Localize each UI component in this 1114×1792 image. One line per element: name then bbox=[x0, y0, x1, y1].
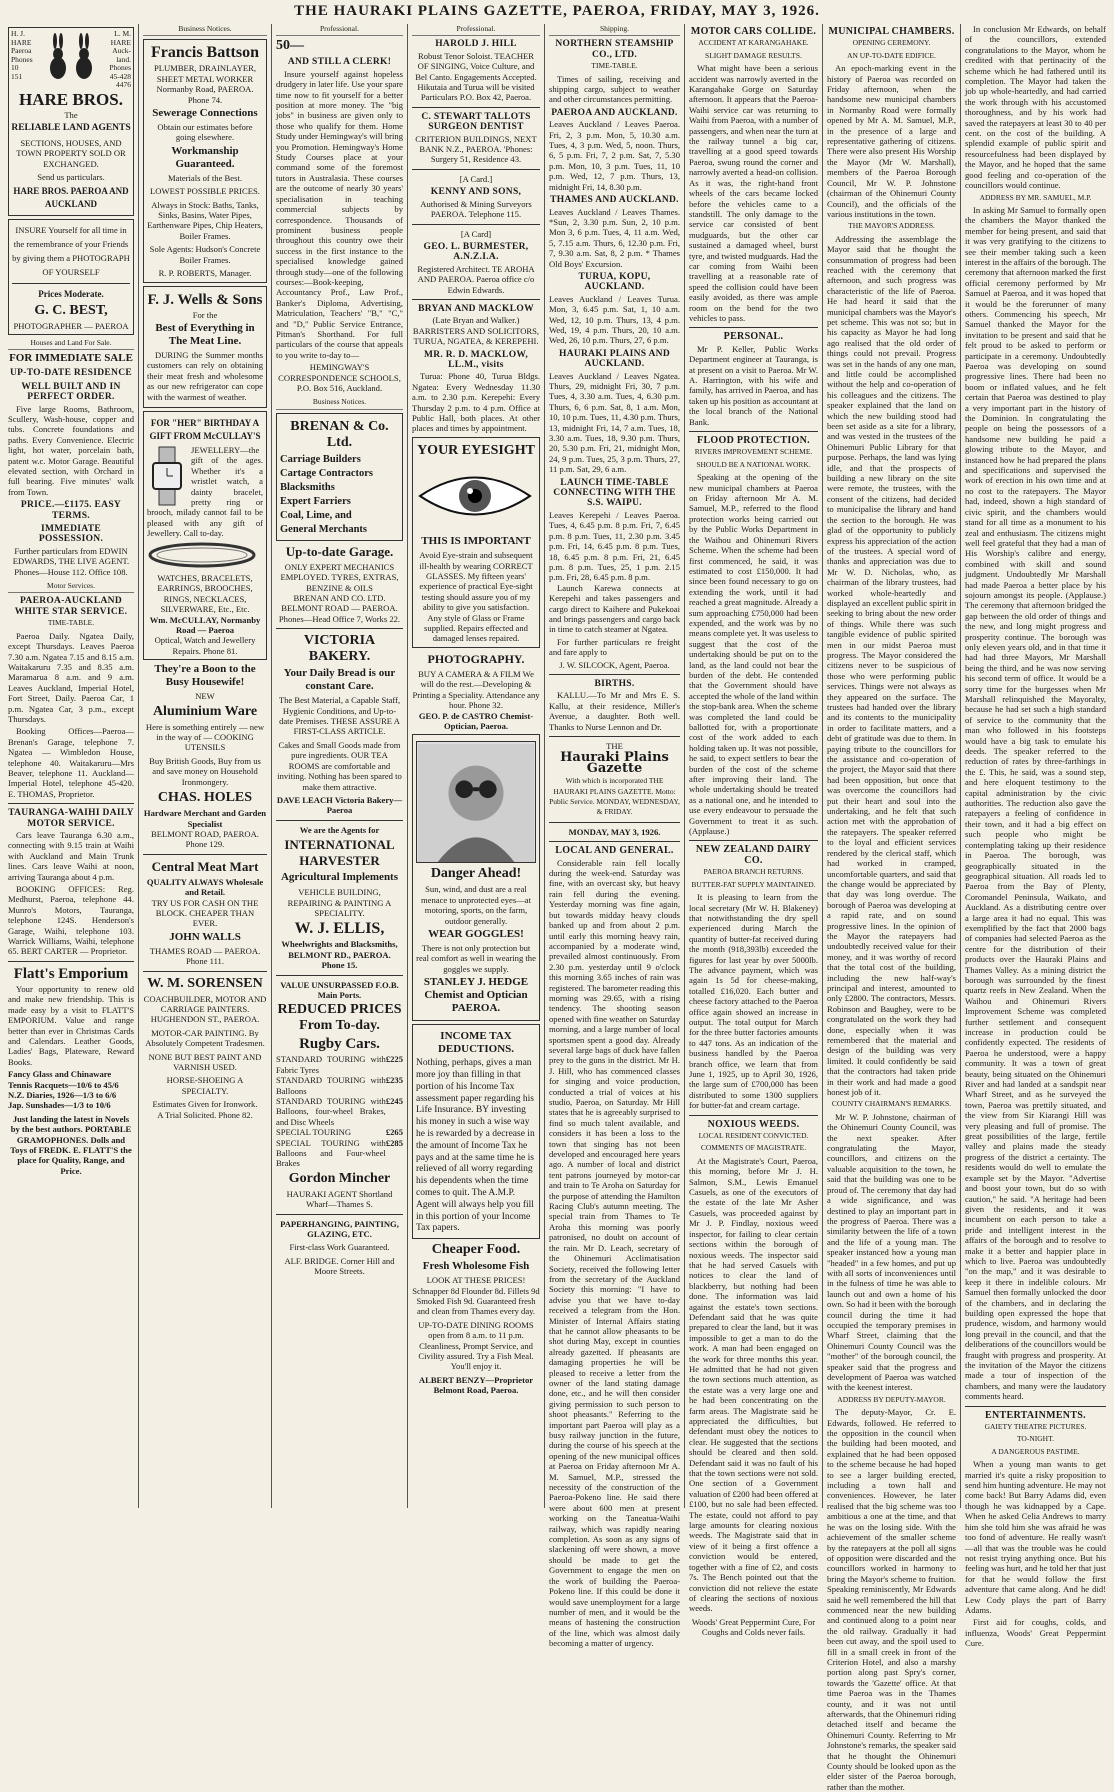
lowest: LOWEST POSSIBLE PRICES. bbox=[150, 186, 260, 197]
best-photographer-ad bbox=[8, 219, 134, 335]
silcock: J. W. SILCOCK, Agent, Paeroa. bbox=[559, 659, 670, 670]
turua: TURUA, KOPU, AUCKLAND. bbox=[578, 271, 651, 293]
hare-left bbox=[11, 30, 33, 90]
the: THE bbox=[606, 741, 623, 751]
wristwatch-icon bbox=[147, 447, 187, 505]
divider bbox=[8, 803, 134, 804]
clerk-text: Insure yourself against hopeless drudgery in later life. Use your spare time now to fit yourself for a better position at more money. The "big jobs" in business are given only to those who qualify for them. Home Study under Hemingway's will bring you Promotion. Hemingway's Home Study Courses place at your command some of the foremost tutors in Australasia. These courses are the outcome of nearly 30 years' specialisation in teaching commercial subjects by correspondence. Thousands of prominent business people throughout this country owe their success in the first instance to the specialised knowledge gained through study—one of the following courses:—Book-keeping, Accountancy Prof., Law Prof., Banker's Diploma, Advertising, Matriculation, Teachers' "B," "C," and "D," Public Service Entrance, Pitman's Shorthand. For full particulars of the course that appeals to you write to-day to— bbox=[276, 68, 403, 360]
edwards-text: In conclusion Mr Edwards, on behalf of the councillors, extended congratulations to the Mayor, whom he credited with that pertinacity of the scheme which he had fathered until its completion. The Mayor had taken the job up whole-heartedly, and had carried the work through with his accustomed thoroughness, and by his work had saved the ratepayers at least 30 to 40 per cent. on the cost of the building. A splendid example of public spirit and resourcefulness had been displayed by the Mayor, and he hoped that the same good feeling and co-operation of the councillors would continue. bbox=[965, 24, 1106, 191]
rugby-row bbox=[276, 1127, 403, 1137]
divider bbox=[8, 961, 134, 962]
hemingway: HEMINGWAY'S CORRESPONDENCE SCHOOLS, P.O. Box 516, Auckland. bbox=[278, 362, 401, 393]
rugby-price: £285 bbox=[385, 1137, 403, 1148]
brenan-services bbox=[280, 453, 399, 537]
collide-head: MOTOR CARS COLLIDE. bbox=[690, 26, 817, 37]
column-8 bbox=[961, 24, 1110, 1649]
hill-name: HAROLD J. HILL bbox=[435, 39, 517, 50]
first-aid: First aid for coughs, colds, and influenza, Woods' Great Peppermint Cure. bbox=[965, 1617, 1106, 1649]
further: For further particulars re freight and fare apply to bbox=[549, 636, 680, 658]
holes-sub: Hardware Merchant and Garden Specialist bbox=[143, 808, 267, 829]
battson-name: Francis Battson bbox=[151, 44, 259, 62]
woods: Woods' Great Peppermint Cure, For Coughs and Colds never fails. bbox=[691, 1616, 816, 1638]
best-name: G. C. BEST, bbox=[34, 302, 108, 318]
flatts-line: Jap. Sunshades—1/3 to 10/6 bbox=[8, 1100, 111, 1111]
white-star-text: Paeroa Daily. Ngatea Daily, except Thursdays. Leaves Paeroa 7.30 a.m. Ngatea 7.15 and 8.15 a.m. Waitakaruru 7.35 and 8.35 a.m. Maramarua 8 a.m. and 9 a.m. Leaves Auckland, Imperial Hotel, Fort Street, Daily. Paeroa Car, 1 p.m. Ngatea Car, 3 p.m., except Thursdays. bbox=[8, 630, 134, 724]
macklow-text: Turua: Phone 40, Turua Bldgs. Ngatea: Every Wednesday 11.30 a.m. to 2.30 p.m. Kerepehi: Every Thursday 2 p.m. to 4 p.m. Office at Public Hall, both places. At other places and times by appointment. bbox=[412, 371, 540, 434]
hare-send: Send us particulars. bbox=[37, 172, 105, 183]
possession: IMMEDIATE POSSESSION. bbox=[38, 524, 104, 545]
bakery: VICTORIA BAKERY. bbox=[303, 633, 376, 665]
hare-agents: RELIABLE LAND AGENTS bbox=[11, 122, 131, 133]
launch-text: Leaves Kerepehi / Leaves Paeroa. Tues, 4, 6.45 p.m. 8 p.m. Fri, 7, 6.45 p.m. 8 p.m. Tues, 11, 2.30 p.m. 3.45 p.m. Fri, 14, 6.45 p.m. 8 p.m. Tues, 18, 6.45 p.m. 8 p.m. Fri, 21, 6.45 p.m. 8 p.m. Tues, 25, 1 p.m. 2.15 p.m. Fri, 28, 6.45 p.m. 8 p.m. bbox=[549, 509, 680, 583]
divider bbox=[689, 840, 818, 841]
hare-right bbox=[109, 30, 131, 90]
divider bbox=[143, 854, 267, 855]
national: SHOULD BE A NATIONAL WORK. bbox=[696, 459, 811, 469]
dining: UP-TO-DATE DINING ROOMS open from 8 a.m. to 11 p.m. Cleanliness, Prompt Service, and Civility assured. Try a Fish Meal. You'll enjoy it. bbox=[418, 1319, 534, 1372]
column-7 bbox=[823, 24, 961, 1792]
hare-brand: HARE BROS. bbox=[19, 89, 123, 109]
fish: Fresh Wholesome Fish bbox=[422, 1260, 530, 1273]
residence-head: UP-TO-DATE RESIDENCE bbox=[9, 368, 133, 379]
section-header: Business Notices. bbox=[276, 397, 403, 409]
brenan-service: Cartage Contractors bbox=[280, 467, 374, 479]
bryan: BRYAN AND MACKLOW bbox=[418, 303, 534, 314]
agric: Agricultural Implements bbox=[280, 871, 398, 884]
eyesight-head: YOUR EYESIGHT bbox=[417, 442, 535, 458]
eye-icon bbox=[416, 465, 534, 527]
sewerage: Sewerage Connections bbox=[152, 107, 258, 120]
hare-right-line: L. M. bbox=[114, 29, 131, 38]
county: COUNTY CHAIRMAN'S REMARKS. bbox=[831, 1099, 952, 1109]
rugby-row bbox=[276, 1096, 403, 1127]
edifice: AN UP-TO-DATE EDIFICE. bbox=[847, 50, 936, 60]
well-built: WELL BUILT AND IN PERFECT ORDER. bbox=[21, 381, 121, 403]
ellis: W. J. ELLIS, bbox=[294, 920, 385, 938]
rugby-item: STANDARD TOURING with Fabric Tyres bbox=[276, 1054, 386, 1075]
tax-ad bbox=[412, 1024, 540, 1239]
gazette-title: Hauraki Plains Gazette bbox=[560, 750, 669, 776]
flatts-line: Fancy Glass and Chinaware bbox=[8, 1069, 112, 1080]
mccullay-items: WATCHES, BRACELETS, EARRINGS, BROOCHES, RINGS, NECKLACES, SILVERWARE, Etc., Etc. bbox=[157, 573, 253, 615]
samuel-text: In asking Mr Samuel to formally open the chambers the Mayor thanked the member for being present, and said that it was very gratifying to the citizens to see their member taking such a keen interest in the affairs of the borough. The ceremony that afternoon marked the first official ceremony performed by Mr Samuel at Paeroa, and it was hoped that it would be the forerunner of many others. Commencing his speech, Mr Samuel thanked the Mayor for the invitation to be present and said that he felt proud to be asked to perform or participate in a ceremony. Undoubtedly Paeroa was developing on sound progressive lines. There had been no boom or inflated values, and he felt certain that Paeroa was destined to play a very important part in the history of the Dominion. In congratulating the people on being the possessors of a handsome new building he paid a glowing tribute to the Mayor, and instanced how he had prepared the plans and specifications and supervised the work of erection in his own time and at no cost to the ratepayers. The Mayor had, indeed, shown a high standard of civic spirit, and the chambers would stand for all time as a monument to his zeal and enthusiasm. The citizens might well feel grateful that they had a man of His Worship's calibre and energy, combined with skill and sound judgment. Undoubtedly Mr Marshall had made Paeroa a better place by his sojourn amongst its people. (Applause.) The ceremony that afternoon bridged the gap between the old order of things and the new, and long might progress and prosperity continue. The borough was only eleven years old, and in that time it had had three Mayors, Mr Marshall being the third, and he was now serving his second term of office. It would be a sorry time for the burgesses when Mr Marshall relinquished the Mayoralty, because he had set such a high standard of service to the community that the man who followed in his footsteps would have a big task to emulate his deeds. The speaker referred to the reduction of rates by three-farthings in the £. This, he said, was a sound step, and here eloquent testimony to the capital administration by the civic authorities. The reduction also gave the ratepayers a feeling of confidence in their town, and it had a big effect on such people who might be contemplating taking up their residence in Paeroa. The borough, was geographically situated in the geographical situation. All roads led to Paeroa from the Bay of Plenty, Coromandel Peninsula, Waikato, and Auckland. As a distributing centre over a large area it had no equal. This was exemplified by the fact that 2000 bags of companies had selected Paeroa as the centre for the distribution of their products over the Hauraki Plains and Thames Valley. As a mining district the borough was surrounded by the finest quartz reefs in New Zealand. When the Waihou and Ohinemuri Rivers Improvement Scheme was completed further settlement and consequent increase in production could be confidently expected. The residents of Paeroa he understood, were a happy community. It was a town of great beauty, being situated on the Ohinemuri River and had landed at a sandspit near Wharf Street, and as he surveyed the town, Paeroa was prettily situated, and the view from Sir Kiarangi Hill was very pleasing and full of promise. The great possibilities of the large, fertile valley and plains made the steady progress of the district a certainty. The residents would do well to emulate the example set by the Mayor. "Advertise and boost your town, but do so with caution," he said. "A heritage had been given the residents, and it was incumbent on each person to take a pride and intelligent interest in the affairs of the borough and to resolve to make it a better and happier place in which to live. Paeroa was undoubtedly "on the map," and it was desirable to keep it there in indelible colours. Mr Samuel then formally unlocked the door of the chambers, and in declaring the building open expressed the hope that prudence, wisdom, and harmony would long prevail in the council, and that the deliberations of the councillors would be fraught with progress and prosperity. At the invitation of the Mayor the citizens made a tour of inspection of the chambers, and many were the laudatory comments heard. bbox=[965, 204, 1106, 1402]
bryan-sub: (Late Bryan and Walker.) BARRISTERS AND SOLICITORS, TURUA, NGATEA, & KEREPEHI. bbox=[412, 315, 540, 347]
hedge: STANLEY J. HEDGE Chemist and Optician PAEROA. bbox=[423, 976, 529, 1015]
column-6 bbox=[685, 24, 823, 1638]
collide-text: What might have been a serious accident was narrowly averted in the Karangahake Gorge on Saturday afternoon. It appears that the Paeroa-Waihi service car was returning to Waihi from Paeroa, with a number of passengers, and when near the turn at the railway tunnel a big car, travelling at a good speed towards Paeroa, swung round the corner and narrowly averted a head-on collision. As it was, the right-hand front wheels of the cars became locked before the vehicles came to a standstill. The only damage to the service car consisted of bent mudguards, but the other car sustained a damaged wheel, burst tyre, and twisted mudguards. Had the car coming from Waihi been travelling at a reasonable rate of speed the collision could have been easily avoided, as there was ample room on the bend for the two vehicles to pass. bbox=[689, 63, 818, 323]
wells-ad bbox=[143, 286, 267, 408]
tax-head: INCOME TAX DEDUCTIONS. bbox=[437, 1030, 515, 1056]
column-2 bbox=[139, 24, 272, 1508]
mccullay-head: FOR "HER" BIRTHDAY A GIFT FROM McCULLAY'S bbox=[149, 417, 261, 441]
brenan-service: General Merchants bbox=[280, 523, 367, 535]
dateline: MONDAY, MAY 3, 1926. bbox=[568, 826, 661, 837]
fish-prices: Schnapper 8d Flounder 8d. Fillets 9d Smoked Fish 9d. Guaranteed fresh and clean from Thames every day. bbox=[412, 1285, 540, 1317]
divider bbox=[276, 820, 403, 821]
hare-left-line: Phones bbox=[11, 54, 33, 64]
flatts-head: Flatt's Emporium bbox=[13, 965, 129, 982]
hare-right-line: Auck- bbox=[112, 46, 131, 55]
column-3 bbox=[272, 24, 408, 1508]
price: PRICE.—£1175. EASY TERMS. bbox=[20, 500, 122, 521]
eyesight-ad bbox=[412, 437, 540, 648]
slight: SLIGHT DAMAGE RESULTS. bbox=[705, 50, 802, 60]
dairy-text: It is pleasing to learn from the local secretary (Mr W. H. Blakeney) that notwithstanding the dry spell experienced during March the quantity of butter-fat received during the month (918,393lb) exceeded the figures for last year by over 5000lb. The advance payment, which was again 1s 5d for cheese-making, totalled £16,020. Each butter and cheese factory attached to the Paeroa office again showed an increase in output. The total output for March for the three butter factories amounts to 447 tons. As an indication of the business handled by the Paeroa branch office, we learn that from June 1, 1925, up to April 30, 1926, the large sum of £700,000 has been distributed to some 1300 suppliers for butter-fat and cream cartage. bbox=[689, 892, 818, 1111]
flatts-foot: Just landing the latest in Novels by the best authors. PORTABLE GRAMOPHONES. Dolls and Toys of FREDK. E. FLATT'S the place for Quality, Range, and Price. bbox=[10, 1113, 132, 1176]
local-text: Considerable rain fell locally during the week-end. Saturday was fine, with an overcast sky, but heavy rain fell during the evening. Yesterday morning was fine again, but towards midday heavy clouds banked up and from about 2 p.m. until early this morning heavy rain, accompanied by a moderate wind, prevailed almost continuously. From 2.30 p.m. yesterday until 9 o'clock this morning 3.65 inches of rain was registered. The barometer reading this morning was 29.65, with a rising tendency. The shooting season opened with fine weather on Saturday morning, and a large number of local sportsmen spent a good day. Already several large bags of duck have fallen prey to the guns in the district. Mr H. J. Hill, who has commenced classes for singing and voice production, conducted a trial of voices at his studio, Paeroa, on Saturday. Mr Hill states that he is agreeably surprised to find so much talent available, and considers it has been a loss to the town that singing has not been developed and encouraged here years ago. A number of local and district tent patrons journeyed by motor-car and train to Te Aroha on Saturday for the purpose of attending the Hamilton Racing Club's autumn meeting. The special train from Thames to Te Aroha this morning was poorly patronised, no doubt on account of the rain. Mr D. Leach, secretary of the Ohinemuri Acclimatisation Society, received the following letter from the secretary of the Auckland Society this morning: "I have to advise you that we have to-day received a telegram from the Hon. Minister of Internal Affairs stating that he cannot allow pheasants to be shot during May, except in counties already gazetted. If pheasants are damaging properties he will be pleased to receive a letter from the owner of the land stating damage done, etc., and he will then consider giving permission to such person to shoot pheasants." Referring to the important part Paeroa will play as a busy railway junction in the future, during the course of his speech at the opening of the new municipal offices at Paeroa on Friday afternoon Mr A. M. Samuel, M.P., stressed the necessity of the construction of the Paeroa-Pokeno line. He said there were about 600 men at present working on the Taneatua-Waihi railway, which was rapidly nearing completion. As soon as any signs of slackening off were shown, a move should be made to get the Government to engage the men on the work of building the Paeroa-Pokeno line. If this could be done it would save unemployment for a large number of men, and it would be the means of hastening the construction of the line, which was almost daily becoming a matter of urgency. bbox=[549, 857, 680, 1649]
masthead: THE HAURAKI PLAINS GAZETTE, PAEROA, FRIDAY, MAY 3, 1926. bbox=[294, 3, 820, 19]
section-header: Professional. bbox=[412, 24, 540, 36]
quality: QUALITY ALWAYS Wholesale and Retail. bbox=[146, 876, 264, 898]
hare-header bbox=[11, 30, 131, 90]
rugby-row bbox=[276, 1054, 403, 1075]
divider bbox=[412, 107, 540, 108]
buy-british: Buy British Goods, Buy from us and save money on Household Ironmongery. bbox=[149, 755, 261, 787]
births-text: KALLU.—To Mr and Mrs E. S. Kallu, at their residence, Miller's Avenue, a daughter. Both well. Thanks to Nurse Lennon and Dr. bbox=[549, 690, 680, 732]
danger-text: Sun, wind, and dust are a real menace to unprotected eyes—at motoring, sports, on the farm, outdoor generally. bbox=[421, 884, 531, 926]
divider bbox=[276, 1214, 403, 1215]
column-5 bbox=[545, 24, 685, 1649]
rugby-price: £265 bbox=[385, 1127, 403, 1138]
timetable: TIME-TABLE. bbox=[591, 61, 638, 71]
accident: ACCIDENT AT KARANGAHAKE. bbox=[698, 38, 809, 48]
tax-text: Nothing, perhaps, gives a man more joy than filling in that portion of his Income Tax assessment paper regarding his Life Insurance. BY investing his money in such a wise way he is rewarded by a decrease in the amount of Income Tax he pays and at the same time he is relieved of all worry regarding his dependents when the time comes to quit. The A.M.P. Agent will always help you fill in this portion of your Income Tax papers. bbox=[416, 1058, 535, 1234]
flood-text: Speaking at the opening of the new municipal chambers at Paeroa on Friday afternoon Mr A. M. Samuel, M.P., referred to the flood protection works being carried out by the Public Works Department in the Waihou and Ohinemuri Rivers Scheme. When the scheme had been first commenced, he said, it was estimated to cost £150,000. It had since been found necessary to go on extending the work, until it had reached a great magnitude. Already a sum approaching £750,000 had been expended, and the work was by no means complete yet. It was useless to suggest that the cost of the undertaking should be put on to the land, as the land could not bear the burden of the debt. He contended that the Government should have accepted the whole of the land within the stop-bank area. When the scheme was completed the land could be ballotted for, with a proportionate cost of the work added to each holding taken up. It was not possible, he said, to expect settlers to bear the burden of the cost of the scheme after improving their land. The whole undertaking should be treated as a national one, and he intended to use every endeavour to persuade the Government to treat it as such. (Applause.) bbox=[689, 472, 818, 837]
roberts: R. P. ROBERTS, Manager. bbox=[158, 268, 252, 279]
hare-items: SECTIONS, HOUSES, AND TOWN PROPERTY SOLD OR EXCHANGED. bbox=[16, 137, 126, 169]
battson-addr: Normanby Road, PAEROA. Phone 74. bbox=[156, 84, 254, 105]
brenan-service: Coal, Lime, and bbox=[280, 509, 352, 521]
brenan-service: Carriage Builders bbox=[280, 453, 361, 465]
kenny: KENNY AND SONS, bbox=[430, 187, 522, 198]
flatts-line: Tennis Racquets—10/6 to 45/6 bbox=[8, 1079, 119, 1090]
noxious-head: NOXIOUS WEEDS. bbox=[707, 1118, 800, 1130]
particulars: Further particulars from EDWIN EDWARDS, THE LIVE AGENT. Phones—House 112. Office 108. bbox=[12, 545, 130, 577]
garage-text: ONLY EXPERT MECHANICS EMPLOYED. TYRES, EXTRAS, BENZINE & OILS bbox=[280, 561, 399, 593]
hare-left-line: 151 bbox=[11, 71, 23, 81]
tt-note: Times of sailing, receiving and shipping cargo, subject to weather and other circumstances permitting. bbox=[549, 73, 680, 105]
rugby-row bbox=[276, 1075, 403, 1096]
brenan-service: Blacksmiths bbox=[280, 481, 335, 493]
meatmart: Central Meat Mart bbox=[151, 858, 259, 874]
brenan-ad bbox=[276, 413, 403, 541]
sorensen: W. M. SORENSEN bbox=[147, 975, 263, 991]
white-star-head: PAEROA-AUCKLAND WHITE STAR SERVICE. bbox=[14, 596, 128, 617]
booking-text: Booking Offices—Paeroa—Brenan's Garage, telephone 7. Ngatea — Wimbledon House, telephone 40. Waitakaruru—Mrs Beaver, telephone 11. Auckland—Imperial Hotel, telephone 45-420. E. THOMAS, Proprietor. bbox=[8, 726, 134, 799]
bracelet-icon bbox=[147, 541, 257, 569]
entertain: ENTERTAINMENTS. bbox=[985, 1409, 1086, 1421]
hare-left-line: Paeroa bbox=[11, 46, 32, 55]
try: TRY US FOR CASH ON THE BLOCK. CHEAPER THAN EVER. bbox=[151, 897, 259, 929]
goggles-text: There is not only protection but real comfort as well in wearing the goggles we supply. bbox=[416, 942, 536, 974]
brenan-name: BRENAN & Co. Ltd. bbox=[290, 418, 389, 450]
launch-note: Launch Karewa connects at Kerepehi and takes passengers and cargo direct to Kaihere and Pukekoai and brings passengers and cargo back in time to catch steamer at Ngatea. bbox=[549, 582, 680, 635]
walls: JOHN WALLS bbox=[169, 930, 241, 943]
hare-right-line: Phones bbox=[109, 63, 131, 72]
hare-right-line: HARE bbox=[110, 37, 131, 47]
rugby-row bbox=[276, 1138, 403, 1169]
residence-text: Five large Rooms, Bathroom, Scullery, Wash-house, copper and tubs. Concrete foundations and paths. Every Convenience. Electric light, hot water, porcelain bath, patent w.c. Motor Garage. Beautiful elevated section, with Orchard in full bearing. Five minutes' walk from Town. bbox=[8, 403, 134, 497]
butter: BUTTER-FAT SUPPLY MAINTAINED. bbox=[691, 879, 816, 889]
page-columns bbox=[4, 24, 1110, 1792]
garage-addr: BRENAN AND CO. LTD. BELMONT ROAD — PAEROA. Phones—Head Office 7, Works 22. bbox=[278, 593, 401, 624]
flatts-text: Your opportunity to renew old and make new friendship. This is made easy by a visit to FLATT'S EMPORIUM. Value and range better than ever in Christmas Cards and Calendars. Leather Goods, Ladies' Bags, Plateware, Reward Books. bbox=[8, 983, 134, 1067]
timetable: TIME-TABLE. bbox=[47, 618, 95, 628]
divider bbox=[276, 975, 403, 976]
fish-sub: LOOK AT THESE PRICES! bbox=[426, 1275, 526, 1286]
tauranga-head: TAURANGA-WAIHI DAILY MOTOR SERVICE. bbox=[8, 808, 134, 829]
for-sale: FOR IMMEDIATE SALE bbox=[9, 352, 133, 365]
aluminium-text: Here is something entirely — new in the way of — COOKING UTENSILS bbox=[145, 721, 265, 753]
rugby-item: STANDARD TOURING with Balloons bbox=[276, 1075, 386, 1096]
burmester-sub: Registered Architect. TE AROHA AND PAEROA. Paeroa office c/o Edwin Edwards. bbox=[417, 263, 535, 295]
hare-rabbits-icon bbox=[47, 34, 95, 82]
rugby-price: £225 bbox=[385, 1054, 403, 1065]
mccullay-text: JEWELLERY—the gift of the ages. Whether it's a wristlet watch, a dainty bracelet, pretty ring or brooch, milady cannot fail to be pleased with any gift of Jewellery. Call to-day. bbox=[147, 444, 263, 539]
chambers-text: An epoch-marking event in the history of Paeroa was recorded on Friday afternoon, when the handsome new municipal chambers in Normanby Road were formally opened by Mr A. M. Samuel, M.P., in the presence of a large and representative gathering of citizens. There were also present His Worship the Mayor (Mr W. Marshall), members of the Paeroa Borough Council, Mr W. P. Johnstone (chairman of the Ohinemuri County Council), and the officials of the various institutions in the town. bbox=[827, 63, 956, 219]
stock: Always in Stock: Baths, Tanks, Sinks, Basins, Water Pipes, Earthenware Pipes, Chip Heaters, Boiler Frames. bbox=[147, 199, 263, 241]
photo-text: BUY A CAMERA & A FILM We will do the rest.—Developing & Printing a Speciality. Attendance any hour. Phone 32. bbox=[412, 668, 540, 711]
flood-head: FLOOD PROTECTION. bbox=[697, 435, 810, 447]
mccullay-ad bbox=[143, 411, 267, 660]
county-text: Mr W. P. Johnstone, chairman of the Ohinemuri County Council, was the next speaker. After congratulating the Mayor, councillors, and citizens on the valuable acquisition to the town, he said that the building was one to be proud of. The ceremony that day had a wide significance, and was destined to play an important part in the progress of Paeroa. There was a similarity between the life of a town and the life of a young man. The speaker instanced how a young man "headed" in a few homes, and put up with all sorts of inconveniences until in the fulness of time he was able to launch out and own a home of his own. So had it been with the borough council during the time it had occupied the temporary premises in Wharf Street, claiming that the Ohinemuri County Council was the "mother" of the borough council, the speaker said that the progress and development of Paeroa was watched with the keenest interest. bbox=[827, 1111, 956, 1393]
walls-addr: THAMES ROAD — PAEROA. Phone 111. bbox=[149, 945, 261, 967]
divider bbox=[412, 299, 540, 300]
personal-text: Mr P. Keller, Public Works Department engineer at Tauranga, is at present on a visit to Paeroa. Mr W. A. Harrington, with his wife and family, has arrived in Paeroa, and has taken up his position as accountant at the local branch of the National Bank. bbox=[689, 343, 818, 427]
benzy: ALBERT BENZY—Proprietor Belmont Road, Paeroa. bbox=[418, 1374, 534, 1396]
danger-head: Danger Ahead! bbox=[430, 866, 522, 882]
flatts-line: N.Z. Diaries, 1926—1/3 to 6/6 bbox=[8, 1089, 117, 1100]
pastime: A DANGEROUS PASTIME. bbox=[991, 1446, 1080, 1456]
hare-right-line: land. bbox=[116, 54, 131, 64]
sole-agents: Sole Agents: Hudson's Concrete Boiler Frames. bbox=[149, 244, 261, 265]
paper: PAPERHANGING, PAINTING, GLAZING, ETC. bbox=[280, 1218, 399, 1240]
mccullay-sub: Optical, Watch and Jewellery Repairs. Phone 81. bbox=[154, 635, 256, 656]
burmester: GEO. L. BURMESTER, A.N.Z.I.A. bbox=[423, 241, 529, 263]
divider bbox=[276, 628, 403, 629]
boon: They're a Boon to the Busy Housewife! bbox=[154, 663, 256, 689]
divider bbox=[143, 971, 267, 972]
brenan-service: Expert Farriers bbox=[280, 495, 351, 507]
cheaper: Cheaper Food. bbox=[431, 1242, 521, 1258]
divider bbox=[412, 224, 540, 225]
mayor-remarks: THE MAYOR'S ADDRESS. bbox=[848, 221, 935, 231]
clerk-head: AND STILL A CLERK! bbox=[287, 57, 392, 68]
northern: NORTHERN STEAMSHIP CO., LTD. bbox=[555, 39, 674, 60]
gazette-sub: With which is incorporated THE HAURAKI PLAINS GAZETTE. Motto: Public Service. MONDAY, WEDNESDAY, & FRIDAY. bbox=[549, 776, 680, 817]
best-sub: PHOTOGRAPHER — PAEROA bbox=[13, 320, 129, 331]
garage: Up-to-date Garage. bbox=[285, 543, 394, 559]
paeroa-auckland: PAEROA AND AUCKLAND. bbox=[551, 107, 678, 118]
rugby-list bbox=[276, 1054, 403, 1168]
kenny-sub: Authorised & Mining Surveyors PAEROA. Telephone 115. bbox=[420, 198, 532, 220]
divider bbox=[412, 169, 540, 170]
personal-head: PERSONAL. bbox=[723, 331, 784, 343]
aluminium: Aluminium Ware bbox=[152, 703, 258, 719]
motor-painting: MOTOR-CAR PAINTING. By Absolutely Competent Tradesmen. bbox=[145, 1027, 265, 1049]
deputy-text: The deputy-Mayor, Cr. E. Edwards, followed. He referred to the opposition in the council when the building had been mooted, and explained that he had been opposed to the scheme because he had hoped to see a larger building erected, including a town hall and conveniences. However, he later realised that the big scheme was too ambitious a one at the time, and that he was on the losing side. With the achievement of the smaller scheme by the ratepayers at the poll all signs of opposition were discarded and the councillors worked in harmony to bring the Mayor's scheme to fruition. Speaking reminiscently, Mr Edwards said he well remembered the hill that commenced near the new building and continued along to a point near the old railway. Gradually it had been cut away, and the spoil used to fill in a small creek in front of the Criterion Hotel, and also a marshy portion along past Spry's corner, towards the 'Gazette' office. At that time Paeroa was in the Thames county, and it was not until afterwards, that the Ohinemuri riding detached itself and became the Ohinemuri County. Referring to Mr Johnstone's remarks, the speaker said that he thought the Ohinemuri County should be looked upon as the elder sister of the Paeroa borough, rather than the mother. bbox=[827, 1407, 956, 1792]
column-4 bbox=[408, 24, 545, 1508]
tauranga-offices: BOOKING OFFICES: Reg. Medhurst, Paeroa, telephone 44. Munro's Motors, Tauranga, telephone 124S. Henderson's Garage, Waihi, telephone 103. Warrick Williams, Waihi, telephone 65. BERT CARTER — Proprietor. bbox=[8, 884, 134, 957]
divider bbox=[549, 841, 680, 842]
rugby: Rugby Cars. bbox=[299, 1036, 380, 1053]
wells-for: For the bbox=[192, 309, 218, 320]
chambers-head: MUNICIPAL CHAMBERS. bbox=[828, 26, 955, 37]
castro: GEO. P. de CASTRO Chemist-Optician, Paeroa. bbox=[418, 710, 534, 731]
deputy: ADDRESS BY DEPUTY-MAYOR. bbox=[837, 1394, 946, 1404]
hare-left-line: HARE bbox=[11, 37, 32, 47]
eye-text: Avoid Eye-strain and subsequent ill-health by wearing CORRECT GLASSES. My fifteen years' experience of practical Eye-sight testing should assure you of my ability to give you satisfaction. Any style of Glass or Frame supplied. Repairs effected and damaged lenses repaired. bbox=[419, 550, 533, 644]
hauraki-text: Leaves Auckland / Leaves Ngatea. Thurs, 29, midnight Fri, 30, 7 p.m. Tues, 4, 3.30 a.m. Tues, 4, 6.30 p.m. Thurs, 6, 6 p.m. Sat, 8, 1 a.m. Mon, 10, 10 p.m. Tues, 11, 4.30 p.m. Thurs, 13, midnight Fri, 14, 7 a.m. Tues, 18, 3.30 a.m. Tues, 18, 9.30 p.m. Thurs, 20, 5.30 p.m. Fri, 21, midnight Mon, 24, 9 p.m. Tues, 25, 3 p.m. Thurs, 27, 11 p.m. Sat, 29, 6 a.m. bbox=[549, 370, 680, 475]
insure-text: INSURE Yourself for all time in the remembrance of your Friends by giving them a PHOTOGRAPH OF YOURSELF bbox=[12, 224, 130, 277]
tallots: C. STEWART TALLOTS SURGEON DENTIST bbox=[421, 111, 531, 133]
value: VALUE UNSURPASSED F.O.B. Main Ports. bbox=[280, 979, 399, 1000]
launch: LAUNCH TIME-TABLE CONNECTING WITH THE S.S. WAIPU. bbox=[553, 477, 676, 509]
divider bbox=[689, 327, 818, 328]
dairy-sub: PAEROA BRANCH RETURNS. bbox=[703, 867, 804, 877]
section-header: Business Notices. bbox=[143, 24, 267, 36]
none-but: NONE BUT BEST PAINT AND VARNISH USED. bbox=[148, 1051, 262, 1072]
rugby-price: £245 bbox=[385, 1096, 403, 1106]
divider bbox=[965, 1406, 1106, 1407]
section-header: Motor Services. bbox=[8, 581, 134, 593]
rugby-item: SPECIAL TOURING bbox=[276, 1127, 352, 1138]
bridge: ALF. BRIDGE. Corner Hill and Moore Streets. bbox=[284, 1255, 395, 1277]
section-header: Houses and Land For Sale. bbox=[8, 338, 134, 350]
rugby-item: STANDARD TOURING with Balloons, four-wheel Brakes, and Disc Wheels bbox=[276, 1096, 386, 1127]
noxious-text: At the Magistrate's Court, Paeroa, this morning, before Mr J. H. Salmon, S.M., Lewis Emanuel Casuels, as one of the executors of the estate of the late Mr Asher Casuels, was proceeded against by Mr J. P. Findlay, noxious weed inspector, for failing to clear certain sections within the borough of noxious weeds. The inspector said that he had served Casuels with notices to clear the land of blackberry, but nothing had been done. The information was laid against the estate's town sections. Defendant said that he was quite prepared to clear the land, but it was impossible to get a man to do the work. A man had been engaged on the work for three months this year. He admitted that he had not given the town sections much attention, as the estate was a very large one and he had been concentrating on the farm areas. The Magistrate said he appreciated the difficulties, but defendant must obey the notices to clear. He suggested that the sections should be cleared and then sold. Defendant said it was no fault of his that the town sections were not sold. One section of a Government valuation of £200 had been offered at £100, but no sale had been effected. The estate, could not afford to pay large amounts for clearing noxious weeds. The Magistrate said that in view of it being a first offence a conviction would be entered, together with a fine of £2, and costs 7s. The Bench pointed out that the conviction did not relieve the estate of clearing the sections of noxious weeds. bbox=[689, 1155, 818, 1614]
wells-text: DURING the Summer months customers can rely on obtaining their meat fresh and wholesome as our new refrigerator can cope with the warmest of weather. bbox=[147, 349, 263, 402]
hare-left-line: 10 bbox=[11, 63, 19, 72]
hare-bros-ad bbox=[8, 27, 134, 216]
rugby-price: £235 bbox=[385, 1075, 403, 1086]
gaiety: GAIETY THEATRE PICTURES. bbox=[984, 1422, 1087, 1432]
estimates: Estimates Given for Ironwork. bbox=[152, 1099, 258, 1110]
pastime-text: When a young man wants to get married it's quite a risky proposition to send him hunting adventure. He may not come back! But Barry Adams did, even though he was kidnapped by a Cape. When he asked Celia Andrews to marry him she told him she was afraid he was too fond of adventure. He really wasn't—all that was the trouble was he could not resist trying anything once. But his feeling was hurt, and he told her that just for that he would follow the first adventure that came along. And he did! Lew Cody plays the part of Barry Adams. bbox=[965, 1459, 1106, 1615]
horse: HORSE-SHOEING A SPECIALTY. bbox=[166, 1075, 244, 1096]
wells-name: F. J. Wells & Sons bbox=[147, 291, 263, 308]
section-header: Shipping. bbox=[549, 24, 680, 36]
section-header: Professional. bbox=[276, 24, 403, 36]
thames-auckland: THAMES AND AUCKLAND. bbox=[550, 195, 679, 206]
opening: OPENING CEREMONY. bbox=[852, 38, 931, 48]
first-class: First-class Work Guaranteed. bbox=[289, 1242, 390, 1253]
hare-footer: HARE BROS. PAEROA AND AUCKLAND bbox=[13, 185, 129, 209]
tallots-addr: CRITERION BUILDINGS, NEXT BANK N.Z., PAEROA. 'Phones: Surgery 51, Residence 43. bbox=[415, 133, 537, 165]
battson-sub: PLUMBER, DRAINLAYER, SHEET METAL WORKER bbox=[153, 63, 257, 84]
mccullay-name: Wm. McCULLAY, Normanby Road — Paeroa bbox=[149, 614, 261, 636]
divider bbox=[549, 674, 680, 675]
fifty: 50— bbox=[276, 38, 304, 54]
battson-ad bbox=[143, 39, 267, 282]
rugby-item: SPECIAL TOURING with Balloons and Four-wheel Brakes bbox=[276, 1137, 386, 1169]
vehicle: VEHICLE BUILDING, REPAIRING & PAINTING A SPECIALITY. bbox=[287, 887, 392, 918]
leach: DAVE LEACH Victoria Bakery—Paeroa bbox=[276, 794, 403, 816]
divider bbox=[689, 431, 818, 432]
pa-text: Leaves Auckland / Leaves Paeroa. Fri, 2, 3 p.m. Mon, 5, 10.30 a.m. Tues, 4, 3 p.m. Wed, 5, noon. Thurs, 6, 5 p.m. Fri, 7, 2 p.m. Sat, 7, 5.30 p.m. Mon, 10, 3 p.m. Tues, 11, 10 p.m. Wed, 12, 7 p.m. Thurs, 13, midnight Fri, 14, 8.30 p.m. bbox=[549, 119, 680, 192]
goggles: WEAR GOGGLES! bbox=[428, 927, 524, 940]
kenny-card: [A Card.] bbox=[459, 173, 493, 184]
agents: We are the Agents for bbox=[299, 824, 380, 835]
turua-text: Leaves Auckland / Leaves Turua. Mon, 3, 6.45 p.m. Sat, 1, 10 a.m. Wed, 12, 10 p.m. Thurs, 13, 4 p.m. Wed, 19, 4 p.m. Thurs, 20, 10 a.m. Wed, 26, 10 p.m. Thurs, 27, 6 p.m. bbox=[549, 293, 680, 346]
hare-left-line: H. J. bbox=[11, 29, 25, 38]
ellis-sub: Wheelwrights and Blacksmiths, BELMONT RD., PAEROA. Phone 15. bbox=[281, 939, 398, 971]
mayor-text: Addressing the assemblage the Mayor said that he thought the consummation of progress had been reached with the ceremony that afternoon, and such progress was characteristic of the life of Paeroa. He had heard it said that the municipal chambers was the Mayor's pet scheme. This was not so; but in his capacity as Mayor he had long ago realised that the old order of things could not prevail. Progress was set in the hands of any one man, and little could be accomplished without the help and co-operation of his colleagues and the citizens. The speaker explained that the land on which the new building stood had been set aside as a site for a library, and was vested in the trustees of the Ohinemuri Public Library for that purpose. Perhaps, the land was lying idle, and that the prospects of building a new library on the site were remote, the trustees, with the consent of the citizens, had decided to municipalise the library and hand the section to the borough. He was glad of the opportunity to publicly express his appreciation of the action of the trustees. A special word of thanks and appreciation was due to Mr W. D. Nicholas, who, as chairman of the library trustees, had worked whole-heartedly and displayed an excellent public spirit in seeking to bring about the new order of things. While there was such tangible evidence of public spirited men in our midst Paeroa must progress. The Mayor considered the citizens never to be suspicious of those who were performing public services. Things were not always as they appeared on the surface. The trustees had handed over the library and its contents to the municipality in order to facilitate matters, and a debt of gratitude was due to them. In paying tribute to the councillors for the assistance and co-operation of the project, the Mayor said that there had been opposition, but once that was overcome the councillors had put their heart and soul into the undertaking, and he felt that such action met with the approbation of the ratepayers. The speaker referred to the loyal and efficient services rendered by the clerical staff, which had worked in cramped, uncomfortable quarters, and said that the change would be appreciated by that day was long overdue. The borough of Paeroa was developing at a rapid rate, and on sound progressive lines. In the opinion of the Mayor the ratepayers had undoubtedly received value for their money, and it was worthy of record that the total cost of the building, including the new half-way's principal and interest, amounted to only £2800. The contractors, Messrs. Robinson and Baughey, were to be congratulated on the work they had done, especially when it was remembered that the material and design of the building was very limited. It could confidently be said that the contractors had taken pride in their work and had made a good honest job of it. bbox=[827, 233, 956, 1098]
reduced: REDUCED PRICES From To-day. bbox=[277, 1002, 402, 1034]
divider bbox=[549, 822, 680, 823]
divider bbox=[689, 1115, 818, 1116]
local-head: LOCAL AND GENERAL. bbox=[555, 845, 674, 857]
divider bbox=[12, 283, 130, 284]
goggles-illustration-icon bbox=[416, 741, 536, 863]
samuel-head: ADDRESS BY MR. SAMUEL, M.P. bbox=[979, 192, 1092, 202]
important: THIS IS IMPORTANT bbox=[421, 535, 531, 548]
bread: Your Daily Bread is our constant Care. bbox=[283, 667, 396, 693]
workmanship: Workmanship Guaranteed. bbox=[171, 144, 239, 170]
tauranga-text: Cars leave Tauranga 6.30 a.m., connecting with 9.15 train at Waihi with Auckland and Main Trunk lines. Cars leave Waihi at noon, arriving Tauranga about 4 p.m. bbox=[8, 830, 134, 882]
hauraki: HAURAKI PLAINS AND AUCKLAND. bbox=[559, 348, 670, 370]
hill-text: Robust Tenor Soloist. TEACHER OF SINGING, Voice Culture, and Bel Canto. Engagements Accepted. Hikutaia and Turua will be visited Particulars P.O. Box 42, Paeroa. bbox=[415, 50, 537, 103]
bread-text: The Best Material, a Capable Staff, Hygienic Conditions, and Up-to-date Premises. THESE ASSURE A FIRST-CLASS ARTICLE. bbox=[278, 695, 401, 737]
births-head: BIRTHS. bbox=[594, 678, 635, 689]
convicted: LOCAL RESIDENT CONVICTED. bbox=[698, 1131, 809, 1141]
hare-the: The bbox=[64, 109, 78, 120]
mincher: Gordon Mincher bbox=[288, 1170, 391, 1186]
danger-ad bbox=[412, 734, 540, 1021]
divider bbox=[549, 736, 680, 737]
sorensen-sub: COACHBUILDER, MOTOR AND CARRIAGE PAINTERS. HUGHENDON ST., PAEROA. bbox=[143, 993, 267, 1025]
burmester-card: [A Card] bbox=[460, 228, 492, 239]
column-1 bbox=[4, 24, 139, 1508]
comments: COMMENTS OF MAGISTRATE. bbox=[700, 1143, 807, 1153]
harvester: INTERNATIONAL HARVESTER bbox=[284, 837, 395, 869]
tonight: TO-NIGHT. bbox=[1016, 1434, 1054, 1444]
prices-moderate: Prices Moderate. bbox=[38, 288, 104, 299]
wells-best: Best of Everything in The Meat Line. bbox=[155, 321, 255, 347]
rivers: RIVERS IMPROVEMENT SCHEME. bbox=[694, 447, 813, 457]
mincher-sub: HAURAKI AGENT Shortland Wharf—Thames S. bbox=[286, 1188, 393, 1210]
dairy-head: NEW ZEALAND DAIRY CO. bbox=[695, 844, 812, 866]
macklow: MR. R. D. MACKLOW, LL.M., visits bbox=[423, 349, 528, 370]
new: NEW bbox=[195, 691, 215, 702]
trial: A Trial Solicited. Phone 82. bbox=[157, 1109, 253, 1120]
hare-right-line: 4476 bbox=[116, 80, 131, 89]
materials: Materials of the Best. bbox=[168, 172, 242, 183]
hare-right-line: 45-428 bbox=[109, 71, 131, 81]
cakes: Cakes and Small Goods made from pure ingredients. OUR TEA ROOMS are comfortable and inviting. Nothing has been spared to make them attractive. bbox=[277, 739, 402, 792]
photo: PHOTOGRAPHY. bbox=[427, 651, 525, 666]
holes-name: CHAS. HOLES bbox=[157, 790, 253, 806]
sewerage-sub: Obtain our estimates before going elsewhere. bbox=[157, 122, 253, 143]
holes-addr: BELMONT ROAD, PAEROA. Phone 129. bbox=[151, 828, 259, 850]
ta-text: Leaves Auckland / Leaves Thames. *Sun, 2, 3.30 p.m. Sun, 2, 10 p.m. Mon 3, 6 p.m. Tues, 4, 11 a.m. Wed, 5, 7.15 a.m. Thurs, 6, 12.30 p.m. Fri, 7, 9.30 a.m. Sat, 8, 2 p.m. * Thames Old Boys' Excursion. bbox=[549, 206, 680, 269]
